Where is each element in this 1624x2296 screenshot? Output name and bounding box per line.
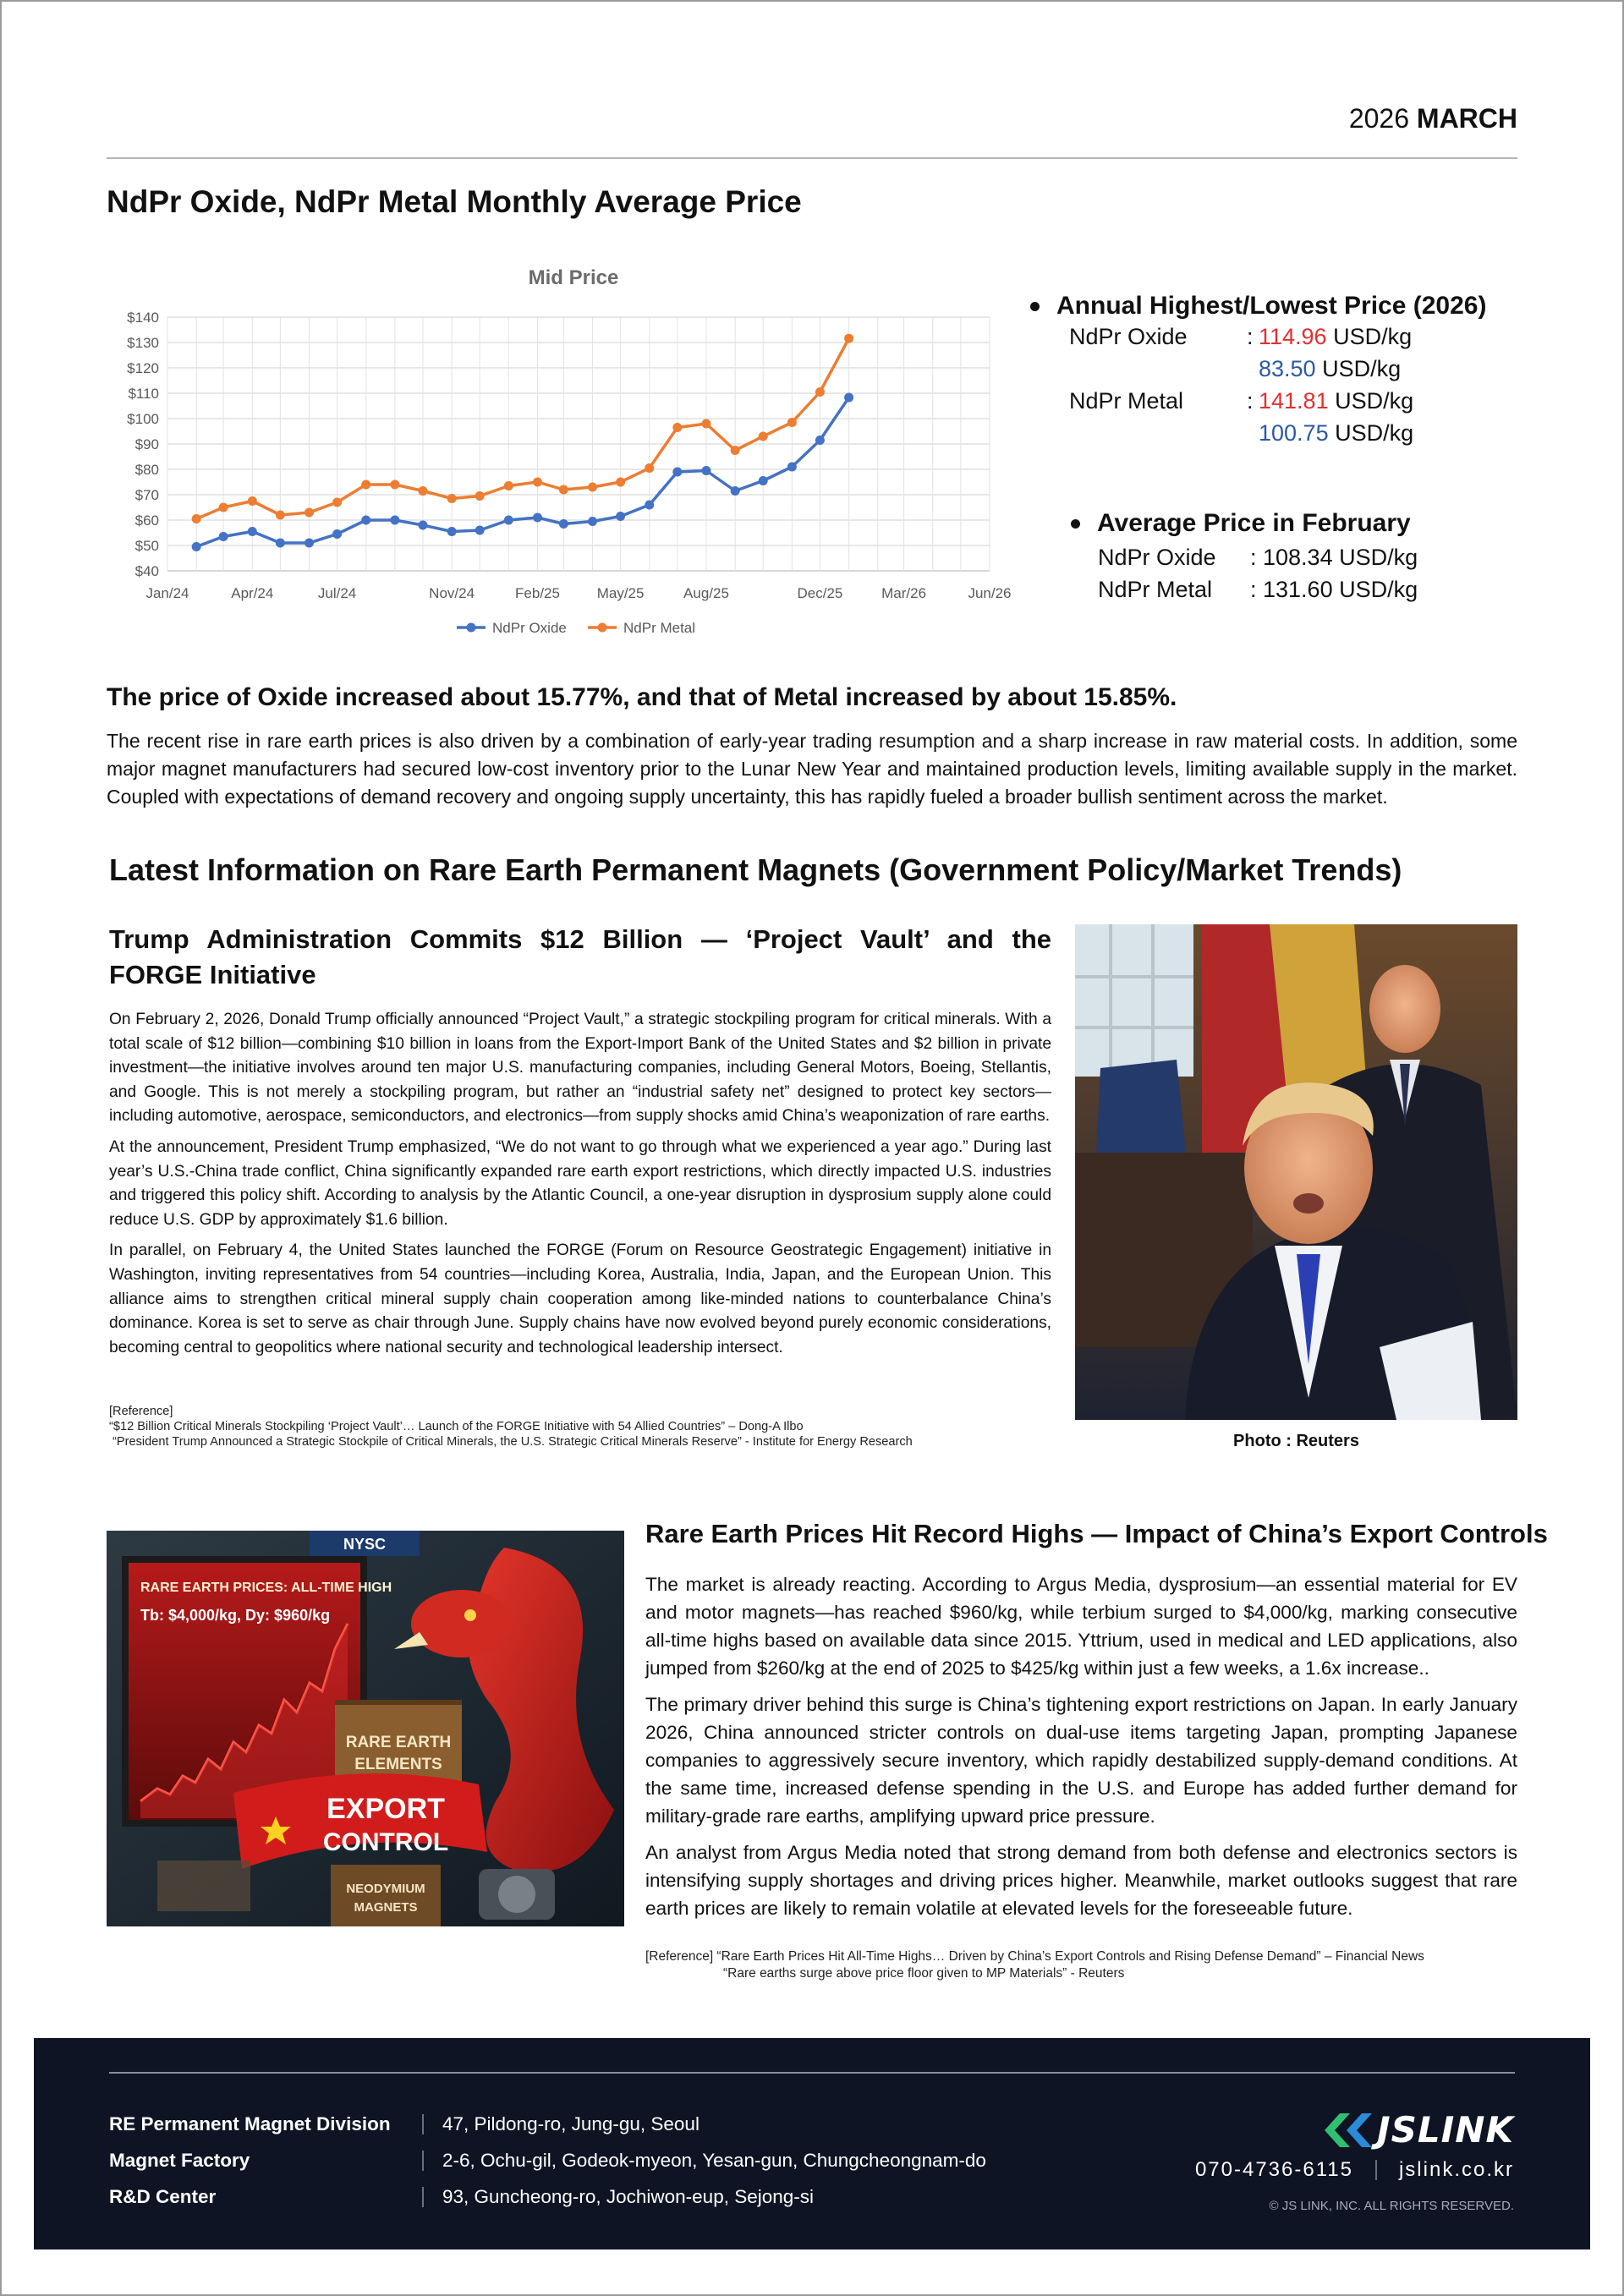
- february-heading: Average Price in February: [1097, 509, 1411, 537]
- address-row: [109, 2178, 986, 2215]
- y-tick-label: $130: [127, 335, 159, 351]
- website-link[interactable]: jslink.co.kr: [1398, 2158, 1514, 2181]
- issue-year: 2026: [1348, 103, 1410, 134]
- annual-oxide-high-row: [1069, 321, 1533, 353]
- reference-2: “President Trump Announced a Strategic Stockpile of Critical Minerals, the U.S. Strategic Critical Minerals Reserve” - Institute for Energy Research: [109, 1435, 913, 1449]
- annual-oxide-low: 83.50: [1259, 355, 1316, 381]
- colon: :: [1247, 387, 1254, 414]
- y-tick-label: $50: [134, 538, 159, 554]
- contact-info: [1195, 2158, 1514, 2182]
- x-tick-label: Feb/25: [515, 585, 560, 601]
- data-point-metal: [701, 419, 710, 429]
- rare-earth-illustration-svg: [107, 1531, 624, 1926]
- data-point-metal: [248, 496, 257, 506]
- data-point-metal: [533, 478, 542, 487]
- february-oxide-value: : 108.34 USD/kg: [1250, 544, 1418, 570]
- data-point-oxide: [390, 516, 399, 525]
- phone-number: 070-4736-6115: [1194, 2158, 1353, 2181]
- address-row: [109, 2142, 986, 2178]
- y-tick-label: $70: [134, 487, 159, 503]
- issue-month: MARCH: [1416, 103, 1517, 134]
- data-point-metal: [361, 480, 370, 490]
- annual-oxide-high: 114.96: [1259, 323, 1327, 349]
- price-chart-svg: [110, 258, 1023, 647]
- data-point-oxide: [418, 521, 427, 530]
- price-change-headline: The price of Oxide increased about 15.77%, and that of Metal increased by about 15.85%.: [107, 683, 1177, 711]
- intro-paragraph: The recent rise in rare earth prices is also driven by a combination of early-year trading resumption and a sharp increase in raw material costs. In addition, some major magnet manufacturers had secured low-cost inventory prior to the Lunar New Year and maintained production levels, limiting available supply in the market. Coupled with expectations of demand recovery and ongoing supply uncertainty, this has rapidly fueled a broader bullish sentiment across the market.: [107, 730, 1517, 808]
- article2-title: Rare Earth Prices Hit Record Highs — Impact of China’s Export Controls: [645, 1519, 1548, 1548]
- data-point-metal: [616, 478, 625, 487]
- data-point-oxide: [759, 476, 768, 485]
- legend-swatch-marker: [598, 623, 607, 633]
- x-tick-label: Nov/24: [429, 585, 475, 601]
- trump-photo: [1075, 924, 1517, 1420]
- address-value: 2-6, Ochu-gil, Godeok-myeon, Yesan-gun, Chungcheongnam-do: [442, 2149, 986, 2171]
- data-point-oxide: [276, 539, 285, 548]
- data-point-oxide: [815, 436, 825, 445]
- february-oxide-row: [1098, 541, 1539, 573]
- x-tick-label: Apr/24: [231, 585, 274, 601]
- data-point-oxide: [787, 463, 797, 472]
- chart-y-ticks: [127, 310, 159, 579]
- data-point-metal: [731, 446, 740, 455]
- chart-series: [192, 334, 853, 551]
- data-point-metal: [559, 485, 568, 495]
- data-point-oxide: [504, 516, 513, 525]
- data-point-metal: [475, 491, 485, 501]
- data-point-metal: [844, 334, 853, 343]
- data-point-oxide: [332, 529, 342, 539]
- annual-metal-high: 141.81: [1259, 387, 1329, 414]
- february-price-block: [1066, 509, 1539, 606]
- annual-metal-label: NdPr Metal: [1069, 387, 1184, 414]
- chart-title: Mid Price: [528, 266, 619, 289]
- y-tick-label: $80: [134, 462, 159, 478]
- nysc-sign: NYSC: [343, 1536, 387, 1553]
- data-point-metal: [276, 511, 285, 520]
- divider: [422, 2187, 424, 2207]
- data-point-metal: [645, 463, 654, 473]
- y-tick-label: $100: [127, 411, 159, 427]
- x-tick-label: Dec/25: [797, 585, 843, 601]
- top-divider: [107, 157, 1517, 159]
- unit: USD/kg: [1335, 419, 1414, 446]
- banner-control: CONTROL: [322, 1828, 449, 1856]
- annual-price-block: [1025, 292, 1533, 449]
- jslink-logo: [1321, 2109, 1514, 2151]
- unit: USD/kg: [1333, 323, 1413, 349]
- divider: [422, 2114, 424, 2134]
- annual-heading-row: [1025, 292, 1533, 321]
- y-tick-label: $110: [128, 386, 159, 402]
- y-tick-label: $60: [134, 512, 159, 529]
- data-point-metal: [447, 494, 457, 503]
- article2-body: [645, 1570, 1517, 1931]
- annual-metal-low: 100.75: [1259, 419, 1329, 446]
- article1-paragraph-3: In parallel, on February 4, the United States launched the FORGE (Forum on Resource Geostrategic Engagement) initiative in Washington, inviting representatives from 54 countries—including Korea, Australia, India, Japan, and the European Union. This alliance aims to strengthen critical mineral supply chain cooperation among like-minded nations to counterbalance China’s dominance. Korea is set to serve as chair through June. Supply chains have now evolved beyond purely economic considerations, becoming central to geopolitics where national security and technological leadership intersect.: [109, 1241, 1051, 1356]
- address-row: [109, 2106, 986, 2142]
- data-point-metal: [504, 481, 513, 490]
- february-metal-label: NdPr Metal: [1098, 576, 1213, 602]
- reference-1: [Reference] “Rare Earth Prices Hit All-Time Highs… Driven by China’s Export Controls and Rising Defense Demand” – Financial News: [645, 1949, 1424, 1964]
- data-point-metal: [390, 480, 399, 490]
- data-point-oxide: [645, 501, 654, 510]
- footer: [34, 2038, 1590, 2249]
- x-tick-label: Jan/24: [145, 585, 189, 601]
- annual-oxide-label: NdPr Oxide: [1069, 323, 1188, 349]
- data-point-oxide: [588, 517, 597, 526]
- series-line-metal: [196, 338, 848, 518]
- legend-label: NdPr Metal: [623, 620, 696, 636]
- february-heading-row: [1066, 509, 1539, 538]
- issue-date: [1349, 103, 1517, 134]
- rare-earth-illustration: [107, 1531, 624, 1926]
- address-value: 47, Pildong-ro, Jung-gu, Seoul: [442, 2112, 700, 2134]
- divider: [1375, 2160, 1377, 2180]
- data-point-oxide: [219, 532, 228, 541]
- article2-paragraph-2: The primary driver behind this surge is China’s tightening export restrictions on Japan. In early January 2026, China announced stricter controls on dual-use items targeting Japan, prompting Japanese companies to aggressively secure inventory, which rapidly destabilized supply-demand conditions. At the same time, increased defense spending in the U.S. and Europe has added further demand for military-grade rare earths, amplifying upward price pressure.: [645, 1694, 1517, 1827]
- jslink-logo-icon: [1321, 2110, 1377, 2151]
- data-point-metal: [672, 423, 682, 432]
- address-value: 93, Guncheong-ro, Jochiwon-eup, Sejong-si: [442, 2185, 815, 2207]
- article2-references: [645, 1948, 1533, 1982]
- y-tick-label: $120: [127, 360, 159, 376]
- data-point-metal: [787, 418, 797, 427]
- reference-1: “$12 Billion Critical Minerals Stockpiling ‘Project Vault’… Launch of the FORGE Initiative with 54 Allied Countries” – Dong-A Ilbo: [109, 1420, 804, 1433]
- data-point-metal: [418, 486, 427, 496]
- reference-2: “Rare earths surge above price floor given to MP Materials” - Reuters: [723, 1966, 1125, 1981]
- data-point-oxide: [844, 392, 853, 402]
- y-tick-label: $40: [134, 563, 159, 579]
- article1-body: [109, 1008, 1051, 1367]
- annual-heading: Annual Highest/Lowest Price (2026): [1056, 292, 1487, 320]
- data-point-oxide: [447, 527, 457, 536]
- latest-info-title: Latest Information on Rare Earth Permanent Magnets (Government Policy/Market Trends): [109, 852, 1402, 887]
- article1-paragraph-2: At the announcement, President Trump emphasized, “We do not want to go through what we experienced a year ago.” During last year’s U.S.-China trade conflict, China significantly expanded rare earth export restrictions, which directly impacted U.S. industries and triggered this policy shift. According to analysis by the Atlantic Council, a one-year disruption in dysprosium supply alone could reduce U.S. GDP by approximately $1.6 billion.: [109, 1137, 1051, 1229]
- colon: :: [1247, 323, 1254, 349]
- article1-paragraph-1: On February 2, 2026, Donald Trump officially announced “Project Vault,” a strategic stockpiling program for critical minerals. With a total scale of $12 billion—combining $10 billion in loans from the Export-Import Bank of the United States and $2 billion in private investment—the initiative involves around ten major U.S. manufacturing companies, including General Motors, Boeing, Stellantis, and Google. This is not merely a stockpiling program, but rather an “industrial safety net” designed to protect key sectors—including automotive, aerospace, semiconductors, and electronics—from supply shocks amid China’s weaponization of rare earths.: [109, 1011, 1051, 1126]
- article2-paragraph-3: An analyst from Argus Media noted that strong demand from both defense and electronics sectors is intensifying supply shortages and driving prices higher. Meanwhile, market outlooks suggest that rare earth prices are likely to remain volatile at elevated levels for the foreseeable future.: [645, 1842, 1517, 1919]
- x-tick-label: May/25: [596, 585, 645, 601]
- photo-caption: Photo : Reuters: [1233, 1432, 1359, 1450]
- price-chart: [110, 258, 1023, 647]
- legend-label: NdPr Oxide: [492, 620, 567, 636]
- february-metal-row: [1098, 573, 1539, 606]
- footer-divider: [109, 2072, 1515, 2074]
- data-point-oxide: [616, 512, 625, 521]
- chart-grid: [167, 317, 990, 571]
- crate-label-line1: RARE EARTH: [345, 1734, 452, 1751]
- series-line-oxide: [196, 397, 848, 547]
- section-title: NdPr Oxide, NdPr Metal Monthly Average Price: [107, 184, 802, 219]
- legend-swatch-marker: [467, 623, 476, 633]
- data-point-oxide: [192, 542, 201, 551]
- annual-metal-low-row: [1069, 417, 1533, 449]
- chart-x-ticks: [145, 585, 1011, 601]
- bullet-icon: [1071, 519, 1080, 529]
- crate-label-line2: ELEMENTS: [354, 1756, 442, 1773]
- annual-metal-high-row: [1069, 385, 1533, 417]
- data-point-oxide: [672, 468, 682, 477]
- address-name: R&D Center: [109, 2185, 217, 2207]
- data-point-oxide: [701, 466, 710, 475]
- data-point-metal: [192, 514, 201, 523]
- trump-photo-illustration: [1075, 924, 1517, 1420]
- data-point-oxide: [559, 519, 568, 529]
- address-name: Magnet Factory: [109, 2149, 250, 2171]
- logo-text: JSLINK: [1377, 2109, 1514, 2151]
- data-point-metal: [815, 387, 825, 397]
- article2-paragraph-1: The market is already reacting. According to Argus Media, dysprosium—an essential material for EV and motor magnets—has reached $960/kg, while terbium surged to $4,000/kg, marking consecutive all-time highs based on available data since 2015. Yttrium, used in medical and LED applications, also jumped from $260/kg at the end of 2025 to $425/kg within just a few weeks, a 1.6x increase..: [645, 1574, 1517, 1679]
- data-point-metal: [219, 503, 228, 512]
- banner-export: EXPORT: [326, 1793, 445, 1825]
- copyright: © JS LINK, INC. ALL RIGHTS RESERVED.: [1269, 2199, 1514, 2213]
- box-label-line1: NEODYMIUM: [346, 1882, 425, 1896]
- article1-references: [109, 1404, 1082, 1449]
- article1-title: Trump Administration Commits $12 Billion — ‘Project Vault’ and the FORGE Initiative: [109, 924, 1051, 989]
- data-point-oxide: [475, 526, 485, 535]
- unit: USD/kg: [1322, 355, 1402, 381]
- data-point-metal: [759, 432, 768, 441]
- x-tick-label: Jul/24: [317, 585, 357, 601]
- reference-label: [Reference]: [109, 1405, 173, 1418]
- february-metal-value: : 131.60 USD/kg: [1250, 576, 1418, 602]
- screen-subtitle: Tb: $4,000/kg, Dy: $960/kg: [140, 1607, 331, 1624]
- data-point-oxide: [533, 513, 542, 523]
- data-point-metal: [332, 498, 342, 507]
- data-point-oxide: [361, 516, 370, 525]
- y-tick-label: $140: [127, 310, 159, 326]
- x-tick-label: Aug/25: [683, 585, 729, 601]
- data-point-oxide: [731, 486, 740, 496]
- bullet-icon: [1030, 302, 1040, 311]
- x-tick-label: Mar/26: [881, 585, 927, 601]
- divider: [422, 2151, 424, 2171]
- annual-oxide-low-row: [1069, 353, 1533, 385]
- february-oxide-label: NdPr Oxide: [1098, 544, 1216, 570]
- data-point-oxide: [248, 527, 257, 536]
- chart-legend: [457, 620, 695, 636]
- data-point-metal: [304, 508, 314, 518]
- y-tick-label: $90: [134, 436, 159, 452]
- address-list: [109, 2106, 986, 2215]
- box-label-line2: MAGNETS: [354, 1900, 418, 1915]
- data-point-metal: [588, 483, 597, 492]
- screen-title: RARE EARTH PRICES: ALL-TIME HIGH: [140, 1581, 392, 1595]
- address-name: RE Permanent Magnet Division: [109, 2112, 391, 2134]
- x-tick-label: Jun/26: [968, 585, 1012, 601]
- data-point-oxide: [304, 539, 314, 548]
- unit: USD/kg: [1335, 387, 1414, 414]
